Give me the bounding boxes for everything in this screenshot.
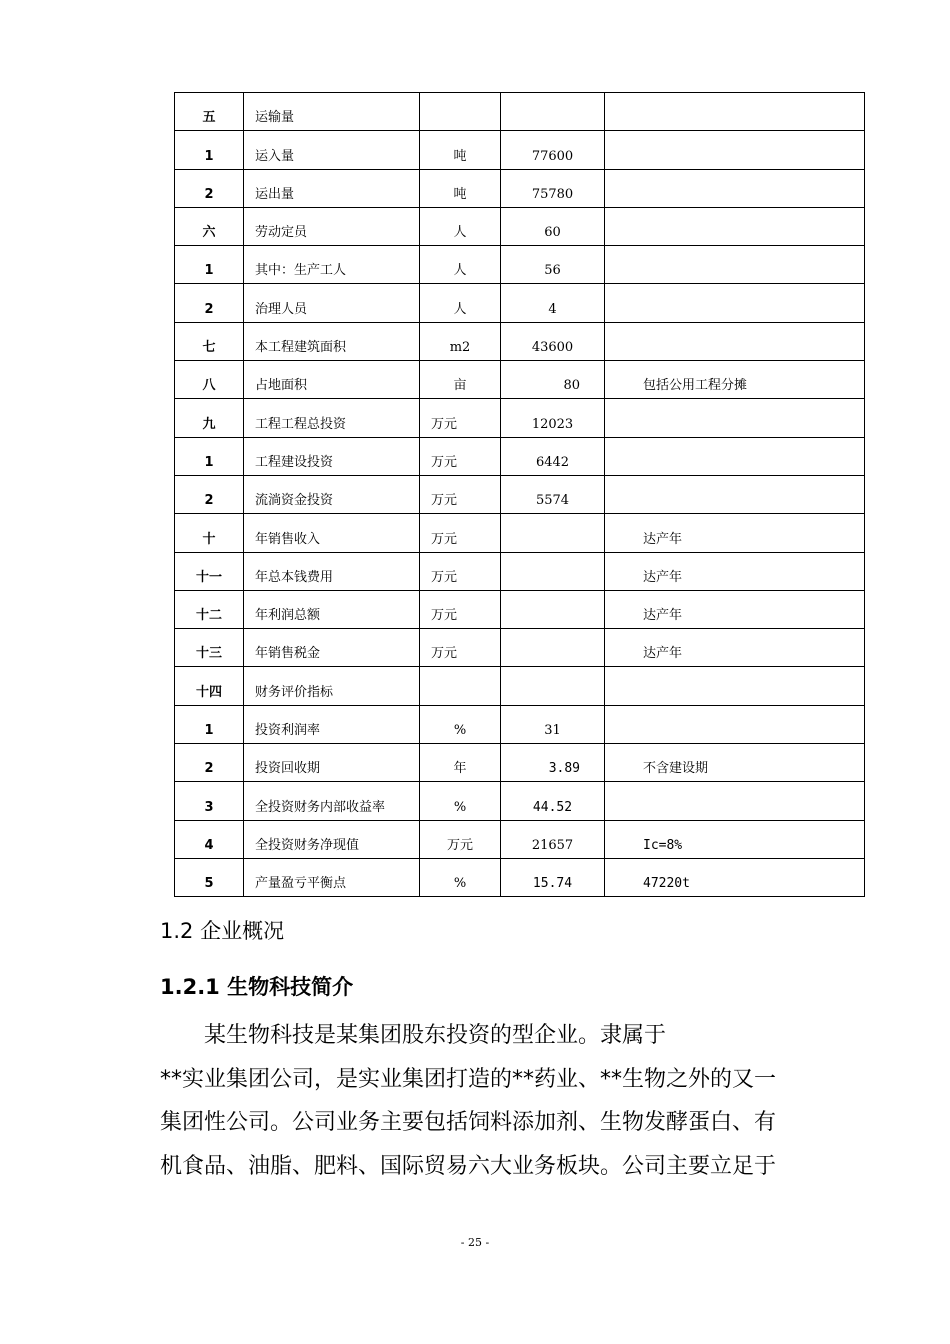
row-number: 十四 <box>175 667 244 705</box>
row-item: 其中：生产工人 <box>244 246 420 284</box>
row-number: 十二 <box>175 590 244 628</box>
row-number: 1 <box>175 131 244 169</box>
table-row <box>175 437 865 475</box>
row-remark: 达产年 <box>605 514 865 552</box>
row-unit: % <box>420 705 501 743</box>
row-item: 全投资财务内部收益率 <box>244 782 420 820</box>
row-remark <box>605 322 865 360</box>
row-value: 56 <box>501 246 605 284</box>
row-item: 全投资财务净现值 <box>244 820 420 858</box>
row-remark <box>605 246 865 284</box>
table-row <box>175 552 865 590</box>
row-number: 五 <box>175 93 244 131</box>
row-value: 80 <box>501 361 605 399</box>
row-number: 1 <box>175 246 244 284</box>
row-unit <box>420 93 501 131</box>
table-row <box>175 207 865 245</box>
row-value: 12023 <box>501 399 605 437</box>
row-value <box>501 514 605 552</box>
table-row <box>175 322 865 360</box>
row-value: 5574 <box>501 475 605 513</box>
table-row <box>175 475 865 513</box>
row-unit: 亩 <box>420 361 501 399</box>
row-remark <box>605 93 865 131</box>
row-value: 60 <box>501 207 605 245</box>
paragraph-line: 集团性公司。公司业务主要包括饲料添加剂、生物发酵蛋白、有 <box>160 1110 777 1135</box>
row-number: 3 <box>175 782 244 820</box>
row-remark <box>605 782 865 820</box>
row-value <box>501 667 605 705</box>
section-heading: 1.2 企业概况 <box>160 919 285 943</box>
row-unit: 人 <box>420 284 501 322</box>
row-value <box>501 629 605 667</box>
row-number: 1 <box>175 437 244 475</box>
row-item: 年销售税金 <box>244 629 420 667</box>
row-unit: 万元 <box>420 437 501 475</box>
row-item: 工程工程总投资 <box>244 399 420 437</box>
paragraph-line: 某生物科技是某集团股东投资的型企业。隶属于 <box>204 1023 667 1048</box>
row-item: 投资回收期 <box>244 744 420 782</box>
row-unit: 万元 <box>420 514 501 552</box>
row-unit <box>420 667 501 705</box>
table-row <box>175 131 865 169</box>
row-remark: Ic=8% <box>605 820 865 858</box>
row-remark <box>605 475 865 513</box>
row-value: 4 <box>501 284 605 322</box>
row-remark <box>605 207 865 245</box>
table-row <box>175 284 865 322</box>
row-number: 2 <box>175 284 244 322</box>
row-item: 劳动定员 <box>244 207 420 245</box>
row-unit: 人 <box>420 246 501 284</box>
row-item: 产量盈亏平衡点 <box>244 858 420 896</box>
paragraph-line: **实业集团公司，是实业集团打造的**药业、**生物之外的又一 <box>160 1066 777 1092</box>
row-unit: 万元 <box>420 399 501 437</box>
row-unit: 万元 <box>420 629 501 667</box>
row-value <box>501 93 605 131</box>
row-remark: 不含建设期 <box>605 744 865 782</box>
project-indicator-table <box>174 92 865 897</box>
table-row <box>175 820 865 858</box>
row-item: 工程建设投资 <box>244 437 420 475</box>
row-number: 4 <box>175 820 244 858</box>
table-row <box>175 399 865 437</box>
table-row <box>175 514 865 552</box>
row-number: 十三 <box>175 629 244 667</box>
row-number: 九 <box>175 399 244 437</box>
row-item: 运出量 <box>244 169 420 207</box>
row-number: 2 <box>175 475 244 513</box>
row-remark: 达产年 <box>605 629 865 667</box>
row-number: 2 <box>175 169 244 207</box>
row-remark <box>605 169 865 207</box>
row-unit: 人 <box>420 207 501 245</box>
table-row <box>175 705 865 743</box>
subsection-heading: 1.2.1 生物科技简介 <box>160 975 354 999</box>
row-remark <box>605 667 865 705</box>
row-remark <box>605 437 865 475</box>
row-value: 3.89 <box>501 744 605 782</box>
row-item: 本工程建筑面积 <box>244 322 420 360</box>
row-item: 运入量 <box>244 131 420 169</box>
row-value: 21657 <box>501 820 605 858</box>
row-unit: 年 <box>420 744 501 782</box>
row-remark <box>605 284 865 322</box>
row-unit: 万元 <box>420 475 501 513</box>
row-item: 财务评价指标 <box>244 667 420 705</box>
row-number: 七 <box>175 322 244 360</box>
table-row <box>175 246 865 284</box>
row-value: 31 <box>501 705 605 743</box>
row-unit: 吨 <box>420 169 501 207</box>
row-remark: 达产年 <box>605 552 865 590</box>
row-unit: m2 <box>420 322 501 360</box>
row-unit: % <box>420 858 501 896</box>
row-remark <box>605 131 865 169</box>
table-row <box>175 169 865 207</box>
table-row <box>175 667 865 705</box>
row-value <box>501 590 605 628</box>
row-remark <box>605 705 865 743</box>
row-number: 六 <box>175 207 244 245</box>
page-number: - 25 - <box>460 1236 490 1249</box>
row-value: 75780 <box>501 169 605 207</box>
row-number: 5 <box>175 858 244 896</box>
row-item: 投资利润率 <box>244 705 420 743</box>
row-value: 6442 <box>501 437 605 475</box>
row-remark <box>605 399 865 437</box>
row-number: 2 <box>175 744 244 782</box>
row-remark: 47220t <box>605 858 865 896</box>
paragraph-line: 机食品、油脂、肥料、国际贸易六大业务板块。公司主要立足于 <box>160 1153 777 1179</box>
row-number: 十一 <box>175 552 244 590</box>
row-value <box>501 552 605 590</box>
row-item: 年总本钱费用 <box>244 552 420 590</box>
table-row <box>175 361 865 399</box>
row-remark: 包括公用工程分摊 <box>605 361 865 399</box>
row-value: 77600 <box>501 131 605 169</box>
row-number: 八 <box>175 361 244 399</box>
table-row <box>175 629 865 667</box>
row-unit: 万元 <box>420 552 501 590</box>
row-unit: 万元 <box>420 820 501 858</box>
table-row <box>175 782 865 820</box>
row-item: 运输量 <box>244 93 420 131</box>
table-row <box>175 590 865 628</box>
row-value: 15.74 <box>501 858 605 896</box>
table-row <box>175 93 865 131</box>
row-item: 占地面积 <box>244 361 420 399</box>
row-unit: 万元 <box>420 590 501 628</box>
row-number: 十 <box>175 514 244 552</box>
row-value: 43600 <box>501 322 605 360</box>
table-row <box>175 744 865 782</box>
company-intro-paragraph <box>160 1014 840 1188</box>
row-item: 流淌资金投资 <box>244 475 420 513</box>
row-item: 治理人员 <box>244 284 420 322</box>
row-unit: 吨 <box>420 131 501 169</box>
table-row <box>175 858 865 896</box>
row-item: 年销售收入 <box>244 514 420 552</box>
row-item: 年利润总额 <box>244 590 420 628</box>
row-remark: 达产年 <box>605 590 865 628</box>
row-unit: % <box>420 782 501 820</box>
row-value: 44.52 <box>501 782 605 820</box>
row-number: 1 <box>175 705 244 743</box>
